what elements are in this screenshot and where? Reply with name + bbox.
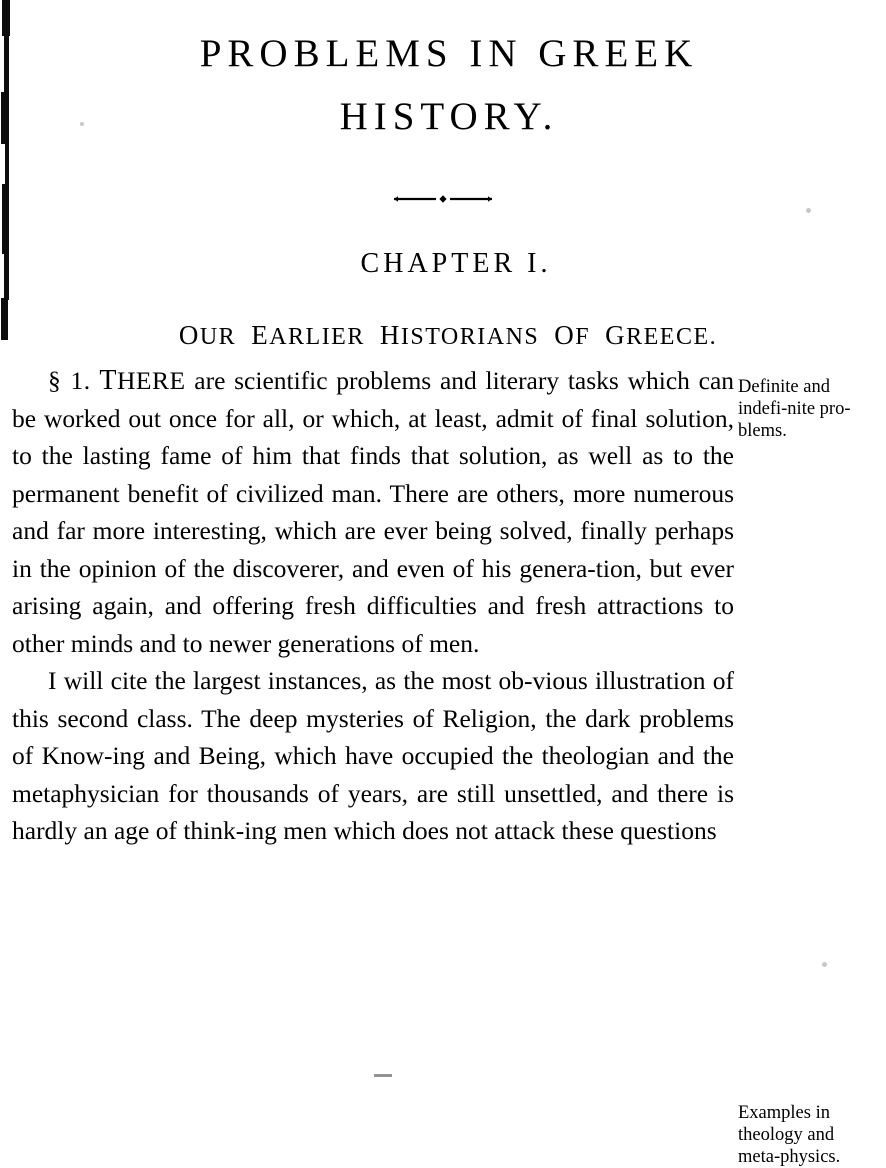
paragraph-2 [12,662,734,850]
section-heading-w1-cap: O [178,320,200,351]
book-title-line-1: PROBLEMS IN GREEK [199,32,699,75]
paragraph-1-lead-rest: HERE [116,366,186,395]
sidenote-examples-theology-metaphysics: Examples in theology and meta-physics. [738,1103,841,1167]
section-heading-w3-rest: ISTORIANS [400,324,540,351]
book-title-line-2: HISTORY. [339,95,559,139]
scan-speck [80,122,84,126]
body-text [0,362,886,1167]
paragraph-1-text: are scientific problems and literary tasks which can be worked out once for all, or which, at least, admit of final solution, to the lasting fame of him that finds that solution, as well as to the permanent benefit of civilized man. There are others, more numerous and far more interesting, which are ever being solved, finally perhaps in the opinion of the discoverer, and even of his genera-tion, but ever arising again, and offering fresh difficulties and fresh attractions to other minds and to newer generations of men. [12,366,735,658]
scan-speck [374,1074,392,1077]
section-heading-w4-cap: O [554,320,576,351]
section-marker: § 1. [48,366,91,395]
section-heading-w3-cap: H [379,320,401,351]
section-heading-w2-cap: E [251,320,270,351]
page-title [0,22,886,148]
paragraph-block-2 [0,662,886,1167]
paragraph-1-lead-cap: T [99,365,117,396]
dash-dot-dash-icon [0,192,886,210]
section-heading-w5-cap: G [605,320,627,351]
section-heading-w5-rest: REECE. [626,324,718,351]
scan-speck [806,208,811,213]
paragraph-block-1 [0,362,886,662]
section-heading [0,320,886,351]
chapter-heading: CHAPTER I. [360,248,552,280]
paragraph-2-text: I will cite the largest instances, as the most ob-vious illustration of this second class. The deep mysteries of Religion, the dark problems of Know-ing and Being, which have occupied the theologian and the metaphysician for thousands of years, are still unsettled, and there is hardly an age of think-ing men which does not attack these questions [12,666,734,845]
section-heading-w4-rest: F [575,324,591,351]
paragraph-1 [12,362,734,662]
section-heading-w1-rest: UR [199,324,237,351]
section-heading-w2-rest: ARLIER [269,324,365,351]
scan-speck [822,962,827,967]
sidenote-definite-indefinite-problems: Definite and indefi-nite pro-blems. [738,377,851,441]
